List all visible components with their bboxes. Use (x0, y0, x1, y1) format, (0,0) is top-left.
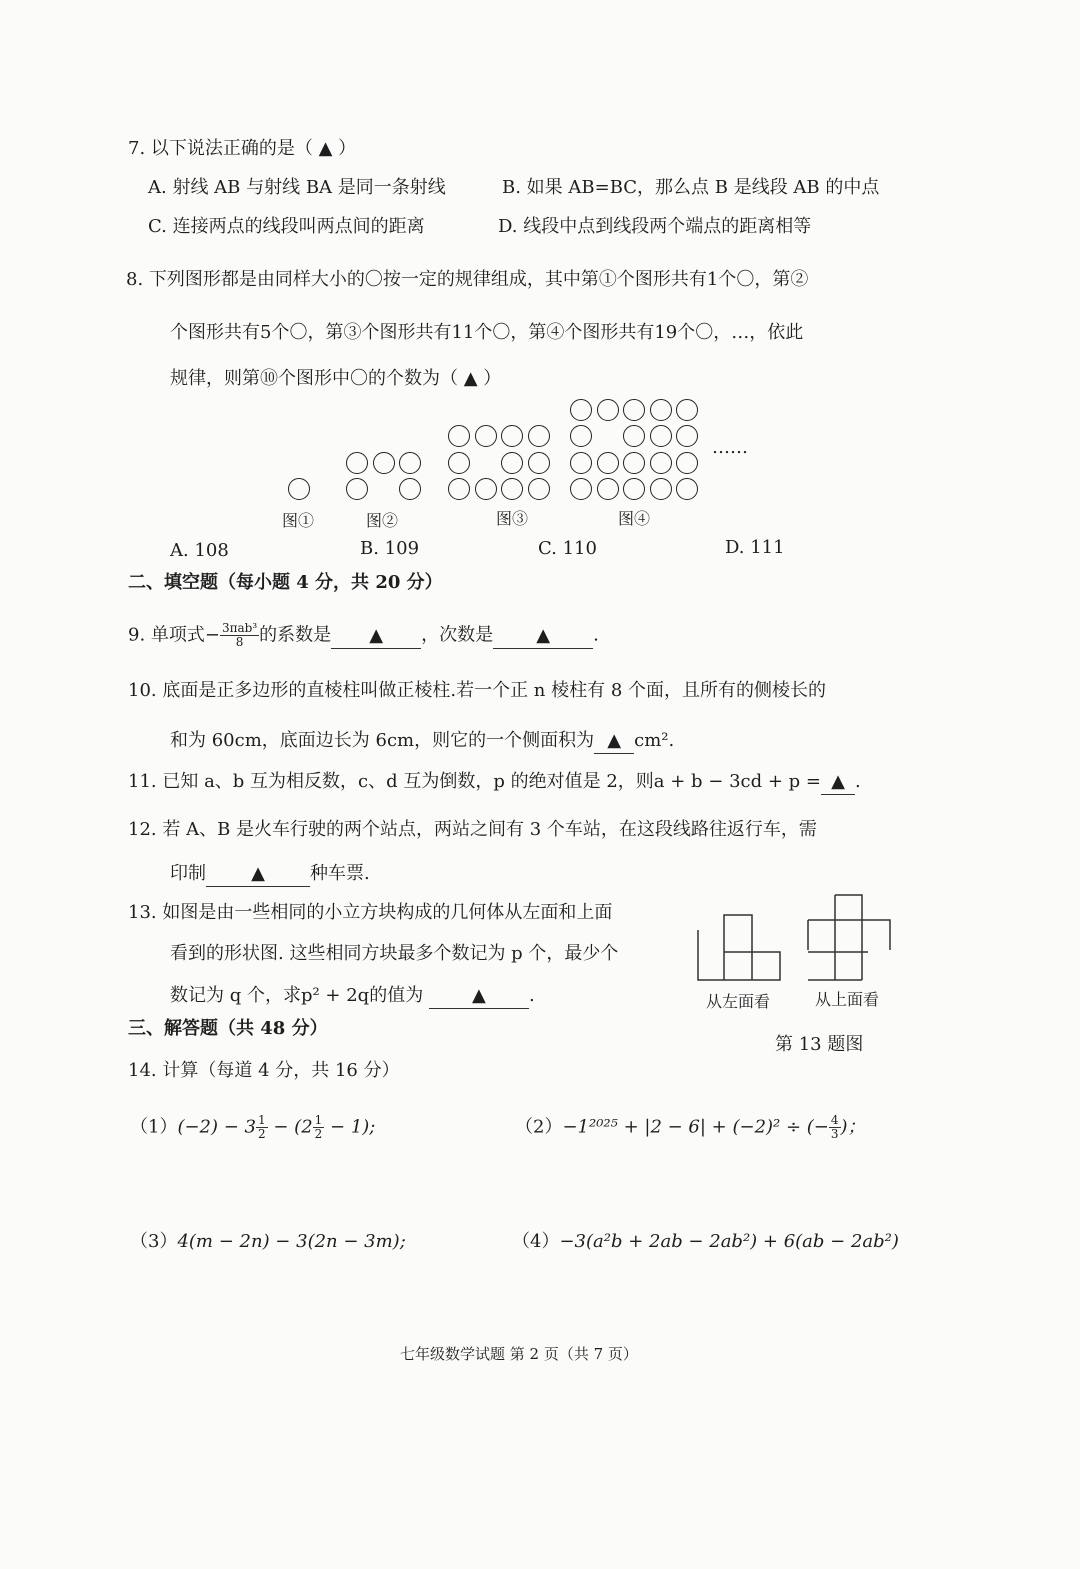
q14-p1-a: (−2) − 3 (177, 1116, 257, 1138)
q9-frac-den: 8 (235, 635, 244, 649)
q13-prefix: 数记为 q 个，求p² + 2q的值为 (170, 985, 424, 1006)
q10-text: 和为 60cm，底面边长为 6cm，则它的一个侧面积为 (170, 730, 595, 751)
q10-line-2 (170, 729, 674, 754)
q7-option-b: B. 如果 AB=BC，那么点 B 是线段 AB 的中点 (502, 177, 880, 198)
q8-circle (597, 452, 619, 474)
q11-end: . (855, 771, 861, 792)
q12-prefix: 印制 (170, 863, 206, 884)
q8-circle (475, 425, 497, 447)
q12-line-2 (170, 862, 370, 887)
q8-circle (448, 452, 470, 474)
q9-prefix: 9. 单项式− (128, 624, 220, 646)
frac-num: 1 (314, 1113, 323, 1127)
q8-option-d: D. 111 (725, 537, 785, 558)
q8-circle (623, 425, 645, 447)
q8-circle (288, 478, 310, 500)
q8-circle (528, 478, 550, 500)
left-view-drawing (698, 915, 780, 980)
q8-circle (399, 478, 421, 500)
q7-option-a: A. 射线 AB 与射线 BA 是同一条射线 (148, 177, 446, 198)
q14-p2-c: )； (840, 1116, 866, 1138)
q14-p1-frac2 (313, 1114, 325, 1141)
q8-circle (570, 399, 592, 421)
q13-line-1: 13. 如图是由一些相同的小立方块构成的几何体从左面和上面 (128, 902, 613, 923)
q14-p4-expr: −3(a²b + 2ab − 2ab²) + 6(ab − 2ab²) (559, 1231, 899, 1252)
q13-top-view-label: 从上面看 (815, 990, 880, 1009)
q11-text: 11. 已知 a、b 互为相反数，c、d 互为倒数，p 的绝对值是 2，则a + b − 3cd + p = (128, 771, 821, 792)
q14-p4-label: （4） (512, 1231, 560, 1252)
q8-circle (623, 399, 645, 421)
q8-option-a: A. 108 (170, 540, 229, 561)
q8-circle (501, 478, 523, 500)
q11-blank: ▲ (821, 770, 855, 795)
q14-p2-a: −1²⁰²⁵ + |2 − 6| + (−2)² ÷ (− (562, 1116, 829, 1138)
q8-circle (676, 399, 698, 421)
q14-p1-frac1 (256, 1114, 268, 1141)
q10-blank: ▲ (594, 729, 634, 754)
q14-stem: 14. 计算（每道 4 分，共 16 分） (128, 1060, 400, 1081)
q13-left-view-label: 从左面看 (706, 992, 771, 1011)
q8-figure-label-4: 图④ (618, 509, 651, 528)
q12-line-1: 12. 若 A、B 是火车行驶的两个站点，两站之间有 3 个车站，在这段线路往返行车，需 (128, 819, 817, 840)
q8-circle (676, 452, 698, 474)
frac-num: 4 (830, 1113, 839, 1127)
q14-p2-label: （2） (515, 1116, 563, 1138)
q10-line-1: 10. 底面是正多边形的直棱柱叫做正棱柱.若一个正 n 棱柱有 8 个面，且所有的侧棱长的 (128, 680, 826, 701)
q8-circle (650, 478, 672, 500)
q13-view-drawings (690, 890, 910, 990)
q14-part-4 (512, 1230, 899, 1254)
q13-line-2: 看到的形状图. 这些相同方块最多个数记为 p 个，最少个 (170, 943, 619, 964)
q7-stem: 7. 以下说法正确的是（ ▲ ） (128, 138, 357, 159)
q8-circle (597, 399, 619, 421)
q8-line-1: 8. 下列图形都是由同样大小的〇按一定的规律组成，其中第①个图形共有1个〇，第② (126, 269, 809, 290)
q8-option-c: C. 110 (538, 538, 597, 559)
q13-blank: ▲ (429, 984, 529, 1009)
q8-circle (528, 425, 550, 447)
q13-suffix: . (528, 985, 535, 1006)
q8-circle (623, 452, 645, 474)
q8-circle (570, 425, 592, 447)
q8-circle (650, 452, 672, 474)
q8-circle (373, 452, 395, 474)
q8-line-2: 个图形共有5个〇，第③个图形共有11个〇，第④个图形共有19个〇，…，依此 (170, 322, 804, 343)
q9-fraction (220, 622, 259, 649)
q8-circle (475, 478, 497, 500)
q13-caption: 第 13 题图 (775, 1034, 864, 1055)
q8-figure-label-1: 图① (282, 511, 315, 530)
q13-line-3 (170, 984, 535, 1009)
top-view-drawing (808, 895, 890, 980)
q8-circle (676, 425, 698, 447)
section-3-heading: 三、解答题（共 48 分） (128, 1018, 328, 1039)
q8-circle (570, 478, 592, 500)
q12-blank: ▲ (206, 862, 310, 887)
q9 (128, 622, 599, 649)
q14-part-3 (130, 1230, 406, 1254)
q8-circle (570, 452, 592, 474)
q8-circle (623, 478, 645, 500)
q9-sep: ，次数是 (421, 624, 494, 646)
q14-p3-expr: 4(m − 2n) − 3(2n − 3m); (177, 1231, 406, 1252)
section-2-heading: 二、填空题（每小题 4 分，共 20 分） (128, 572, 443, 593)
q14-p3-label: （3） (130, 1231, 178, 1252)
q9-blank-coefficient: ▲ (331, 624, 421, 649)
q12-suffix: 种车票. (310, 863, 370, 884)
q8-circle (528, 452, 550, 474)
q9-frac-num: 3πab³ (221, 621, 258, 635)
q8-circle (448, 425, 470, 447)
q8-circle (346, 478, 368, 500)
q8-figure-label-2: 图② (366, 511, 399, 530)
q8-circle (501, 425, 523, 447)
q9-blank-degree: ▲ (493, 624, 593, 649)
q7-option-d: D. 线段中点到线段两个端点的距离相等 (498, 216, 812, 237)
q14-p2-frac (829, 1114, 841, 1141)
q14-part-2 (515, 1114, 866, 1141)
frac-num: 1 (258, 1113, 266, 1127)
q8-circle (399, 452, 421, 474)
frac-den: 3 (830, 1127, 839, 1141)
q9-mid: 的系数是 (259, 624, 332, 646)
frac-den: 2 (258, 1127, 266, 1141)
q8-circle (448, 478, 470, 500)
q14-p1-c: − 1); (324, 1116, 376, 1138)
frac-den: 2 (314, 1127, 323, 1141)
q11 (128, 770, 861, 795)
page-footer: 七年级数学试题 第 2 页（共 7 页） (400, 1345, 638, 1363)
q8-circle (650, 399, 672, 421)
q14-p1-label: （1） (130, 1116, 178, 1138)
q14-part-1 (130, 1114, 375, 1141)
q9-end: . (593, 624, 599, 646)
q8-circle (346, 452, 368, 474)
q8-figure-label-3: 图③ (496, 509, 529, 528)
q8-circle (676, 478, 698, 500)
q8-ellipsis: …… (712, 437, 748, 458)
q8-option-b: B. 109 (360, 538, 420, 559)
q8-circle (650, 425, 672, 447)
q8-circle (501, 452, 523, 474)
q10-unit: cm². (634, 730, 675, 751)
q7-option-c: C. 连接两点的线段叫两点间的距离 (148, 216, 425, 237)
q14-p1-b: − (2 (267, 1116, 313, 1138)
q8-line-3: 规律，则第⑩个图形中〇的个数为（ ▲ ） (170, 368, 502, 389)
q8-circle (597, 478, 619, 500)
